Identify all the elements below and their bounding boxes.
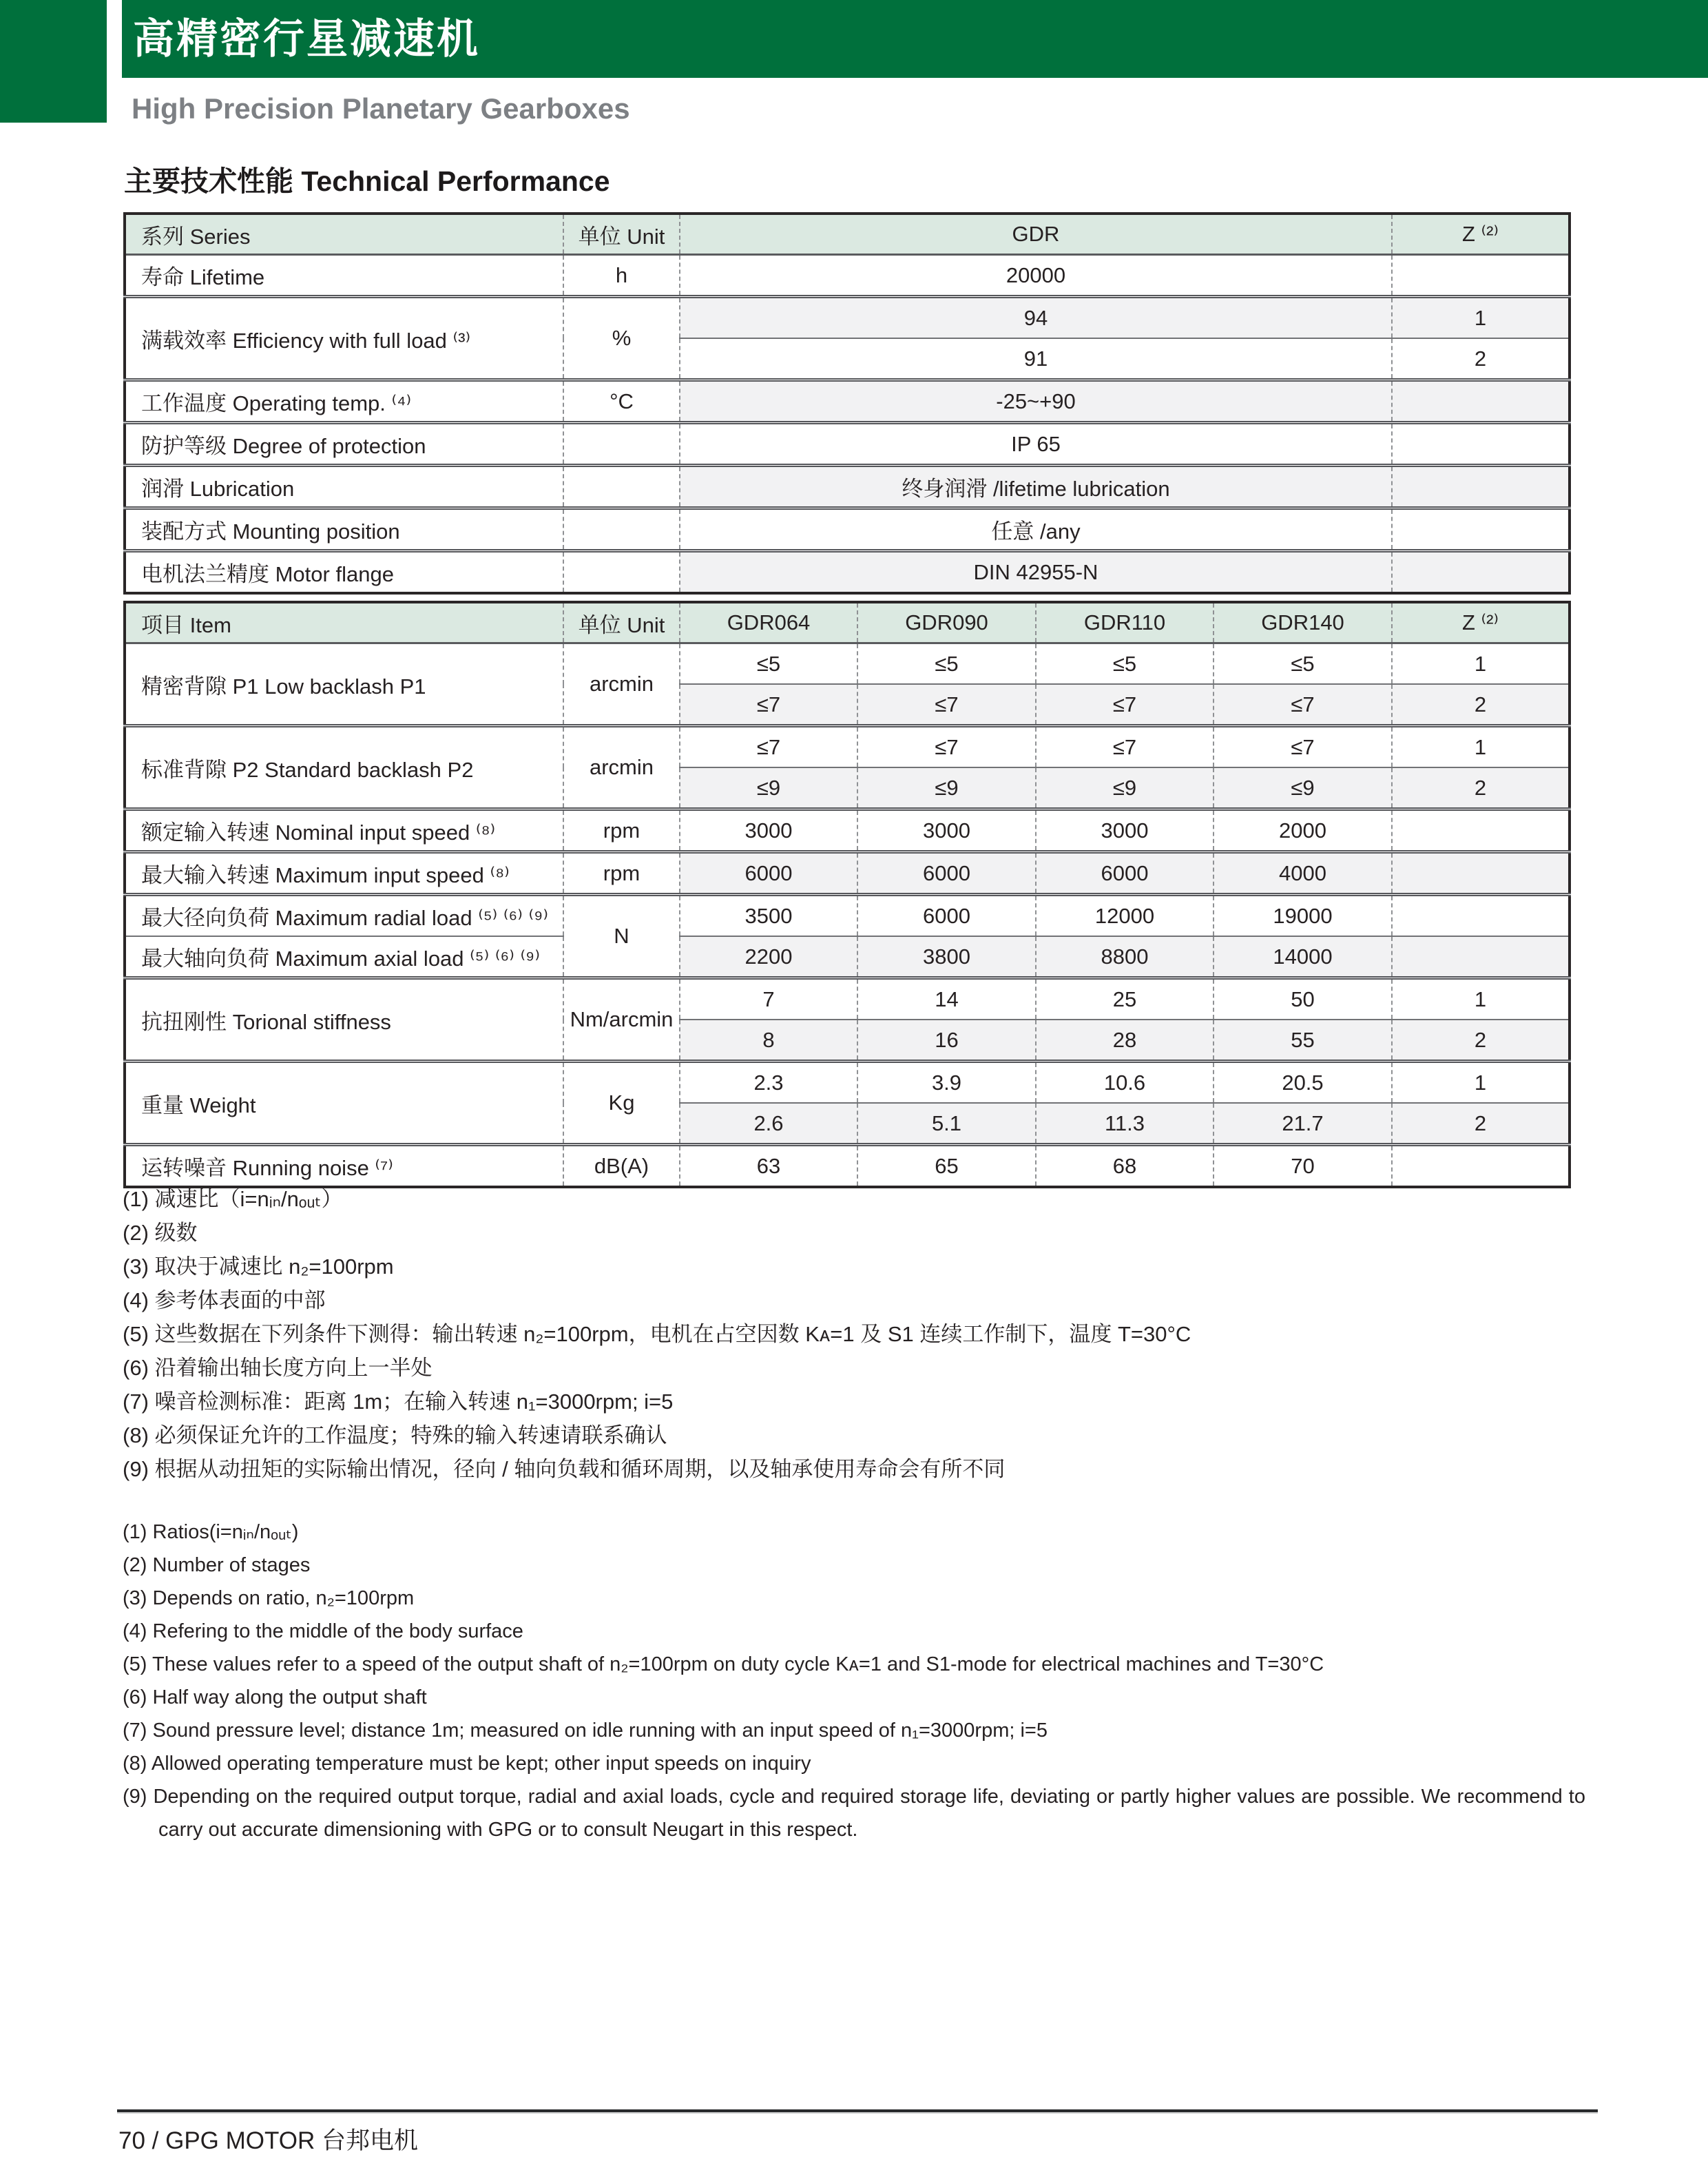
value-cell: 3500 [680,895,857,937]
column-header-item: 项目 Item [125,602,563,643]
stages-cell: 2 [1392,1103,1570,1145]
value-cell: 19000 [1214,895,1392,937]
stages-cell [1392,255,1570,297]
value-cell: 20000 [680,255,1392,297]
stages-cell: 1 [1392,726,1570,768]
item-label-cell: 防护等级 Degree of protection [125,423,563,466]
item-label-cell: 润滑 Lubrication [125,466,563,508]
stages-cell: 1 [1392,643,1570,685]
stages-cell [1392,1145,1570,1188]
value-cell: 12000 [1036,895,1214,937]
item-label-cell: 标准背隙 P2 Standard backlash P2 [125,726,563,809]
footnote-en-4: (4) Refering to the middle of the body surface [123,1620,523,1642]
unit-cell: rpm [563,809,680,852]
item-label-cell: 重量 Weight [125,1062,563,1145]
table-row-mounting [125,508,1570,551]
table-row-operating-temp [125,380,1570,423]
column-header-gdr064: GDR064 [680,602,857,643]
value-cell: 10.6 [1036,1062,1214,1104]
column-header-gdr090: GDR090 [857,602,1036,643]
footnote-cn-1: (1) 减速比（i=nᵢₙ/nₒᵤₜ） [123,1187,343,1211]
column-header-unit: 单位 Unit [563,214,680,255]
value-cell: 7 [680,978,857,1020]
item-label-cell: 寿命 Lifetime [141,265,265,289]
value-cell: ≤7 [1036,684,1214,726]
unit-cell: rpm [563,852,680,895]
footnote-cn-2: (2) 级数 [123,1221,198,1245]
stages-cell: 1 [1392,297,1570,339]
unit-cell [563,466,680,508]
table-row-radial-load [125,895,1570,937]
footnote-en-9: (9) Depending on the required output torque, radial and axial loads, cycle and required storage life, deviating or partly higher values are possible. We recommend to carry out accurate dimensioning with GPG or to consult Neugart in this respect. [123,1786,1585,1841]
value-cell: ≤9 [1036,767,1214,809]
item-label-cell: 电机法兰精度 Motor flange [125,551,563,594]
value-cell: ≤7 [857,684,1036,726]
value-cell: 25 [1036,978,1214,1020]
table-row-running-noise [125,1145,1570,1188]
footnote-en-7: (7) Sound pressure level; distance 1m; measured on idle running with an input speed of n₁=3000rpm; i=5 [123,1719,1048,1742]
value-cell: 6000 [857,852,1036,895]
footnote-cn-9: (9) 根据从动扭矩的实际输出情况，径向 / 轴向负载和循环周期，以及轴承使用寿命会有所不同 [123,1457,1006,1481]
value-cell: 2200 [680,936,857,978]
unit-cell: Nm/arcmin [563,978,680,1062]
value-cell: ≤5 [680,643,857,685]
footnotes-english [123,1516,1585,1846]
table-row-low-backlash-1 [125,643,1570,685]
value-cell: ≤7 [1214,684,1392,726]
unit-cell: h [563,255,680,297]
column-header-gdr140: GDR140 [1214,602,1392,643]
footnote-en-6: (6) Half way along the output shaft [123,1686,427,1708]
stages-cell: 2 [1392,767,1570,809]
item-label-cell: 最大输入转速 Maximum input speed ⁽⁸⁾ [125,852,563,895]
stages-cell [1392,551,1570,594]
value-cell: ≤7 [680,726,857,768]
value-cell: 5.1 [857,1103,1036,1145]
value-cell: 3000 [1036,809,1214,852]
value-cell: 11.3 [1036,1103,1214,1145]
stages-cell: 1 [1392,1062,1570,1104]
stages-cell [1392,508,1570,551]
footnote-en-1: (1) Ratios(i=nᵢₙ/nₒᵤₜ) [123,1521,299,1543]
value-cell: 2.3 [680,1062,857,1104]
stages-cell: 2 [1392,684,1570,726]
table-row-weight-1 [125,1062,1570,1104]
unit-cell: arcmin [563,643,680,726]
value-cell: ≤5 [1214,643,1392,685]
value-cell: 94 [680,297,1392,339]
value-cell: 3000 [857,809,1036,852]
value-cell: ≤7 [1036,726,1214,768]
table-row-efficiency-1 [125,297,1570,339]
unit-cell: dB(A) [563,1145,680,1188]
value-cell: 20.5 [1214,1062,1392,1104]
column-header-series: 系列 Series [125,214,563,255]
item-label-cell: 工作温度 Operating temp. ⁽⁴⁾ [125,380,563,423]
value-cell: 50 [1214,978,1392,1020]
page-title: 高精密行星减速机 [133,15,480,62]
section-title: 主要技术性能 Technical Performance [124,165,610,197]
unit-cell: Kg [563,1062,680,1145]
value-cell: 2000 [1214,809,1392,852]
table-row-lifetime [125,255,1570,297]
value-cell: ≤9 [680,767,857,809]
column-header-stages: Z ⁽²⁾ [1392,602,1570,643]
value-cell: 21.7 [1214,1103,1392,1145]
table-row-nominal-speed [125,809,1570,852]
unit-cell: arcmin [563,726,680,809]
value-cell: 14 [857,978,1036,1020]
footnote-cn-3: (3) 取决于减速比 n₂=100rpm [123,1254,394,1279]
page-header-band [122,0,1708,78]
value-cell: 任意 /any [680,508,1392,551]
table-row-max-speed [125,852,1570,895]
footnote-cn-8: (8) 必须保证允许的工作温度；特殊的输入转速请联系确认 [123,1423,667,1447]
value-cell: ≤7 [1214,726,1392,768]
stages-cell [1392,809,1570,852]
value-cell: 4000 [1214,852,1392,895]
unit-cell: °C [563,380,680,423]
unit-cell [563,551,680,594]
stages-cell [1392,852,1570,895]
table-header-row [125,214,1570,255]
unit-cell [563,508,680,551]
footnote-en-2: (2) Number of stages [123,1554,311,1576]
general-performance-table [123,212,1571,595]
table-row-axial-load [125,936,1570,978]
value-cell: 63 [680,1145,857,1188]
unit-cell: % [563,297,680,380]
brand-color-block [0,0,107,123]
value-cell: ≤7 [857,726,1036,768]
table-row-protection [125,423,1570,466]
value-cell: 14000 [1214,936,1392,978]
footnote-en-5: (5) These values refer to a speed of the output shaft of n₂=100rpm on duty cycle Kᴀ=1 and S1-mode for electrical machines and T=30°C [123,1653,1324,1675]
table-row-lubrication [125,466,1570,508]
value-cell: 28 [1036,1020,1214,1062]
stages-cell [1392,895,1570,937]
column-header-unit: 单位 Unit [563,602,680,643]
table-row-stiffness-1 [125,978,1570,1020]
page-subtitle: High Precision Planetary Gearboxes [132,92,630,125]
value-cell: 65 [857,1145,1036,1188]
column-header-gdr: GDR [680,214,1392,255]
footnote-cn-7: (7) 噪音检测标准：距离 1m；在输入转速 n₁=3000rpm; i=5 [123,1390,674,1414]
value-cell: DIN 42955-N [680,551,1392,594]
footnote-cn-5: (5) 这些数据在下列条件下测得：输出转速 n₂=100rpm，电机在占空因数 Kᴀ=1 及 S1 连续工作制下，温度 T=30°C [123,1322,1191,1346]
value-cell: 2.6 [680,1103,857,1145]
value-cell: 8 [680,1020,857,1062]
stages-cell [1392,936,1570,978]
value-cell: 终身润滑 /lifetime lubrication [680,466,1392,508]
footnote-cn-4: (4) 参考体表面的中部 [123,1288,326,1312]
footnote-en-8: (8) Allowed operating temperature must be kept; other input speeds on inquiry [123,1753,811,1775]
footer-rule [117,2109,1598,2114]
stages-cell: 2 [1392,338,1570,380]
value-cell: 55 [1214,1020,1392,1062]
column-header-gdr110: GDR110 [1036,602,1214,643]
value-cell: 70 [1214,1145,1392,1188]
value-cell: 8800 [1036,936,1214,978]
stages-cell [1392,380,1570,423]
value-cell: 6000 [857,895,1036,937]
item-label-cell: 满载效率 Efficiency with full load ⁽³⁾ [125,297,563,380]
column-header-stages: Z ⁽²⁾ [1392,214,1570,255]
stages-cell: 2 [1392,1020,1570,1062]
model-performance-table [123,601,1571,1188]
table-row-motor-flange [125,551,1570,594]
stages-cell: 1 [1392,978,1570,1020]
value-cell: 6000 [680,852,857,895]
value-cell: 16 [857,1020,1036,1062]
footnote-cn-6: (6) 沿着输出轴长度方向上一半处 [123,1356,433,1380]
item-label-cell: 额定输入转速 Nominal input speed ⁽⁸⁾ [125,809,563,852]
value-cell: IP 65 [680,423,1392,466]
value-cell: ≤9 [857,767,1036,809]
stages-cell [1392,423,1570,466]
footnote-en-3: (3) Depends on ratio, n₂=100rpm [123,1587,415,1609]
value-cell: 6000 [1036,852,1214,895]
value-cell: 3.9 [857,1062,1036,1104]
table-header-row [125,602,1570,643]
unit-cell [563,423,680,466]
value-cell: ≤7 [680,684,857,726]
value-cell: 91 [680,338,1392,380]
value-cell: ≤5 [857,643,1036,685]
item-label-cell: 运转噪音 Running noise ⁽⁷⁾ [125,1145,563,1188]
value-cell: ≤9 [1214,767,1392,809]
item-label-cell: 装配方式 Mounting position [125,508,563,551]
item-label-cell: 抗扭刚性 Torional stiffness [125,978,563,1062]
item-label-cell: 精密背隙 P1 Low backlash P1 [141,674,426,699]
table-row-std-backlash-1 [125,726,1570,768]
value-cell: 3800 [857,936,1036,978]
item-label-cell: 最大径向负荷 Maximum radial load ⁽⁵⁾ ⁽⁶⁾ ⁽⁹⁾ [125,895,563,937]
value-cell: -25~+90 [680,380,1392,423]
footnotes-chinese [123,1182,1585,1486]
unit-cell: N [563,895,680,978]
value-cell: ≤5 [1036,643,1214,685]
item-label-cell: 最大轴向负荷 Maximum axial load ⁽⁵⁾ ⁽⁶⁾ ⁽⁹⁾ [125,936,563,978]
stages-cell [1392,466,1570,508]
value-cell: 68 [1036,1145,1214,1188]
value-cell: 3000 [680,809,857,852]
page-number-footer: 70 / GPG MOTOR 台邦电机 [118,2127,418,2154]
